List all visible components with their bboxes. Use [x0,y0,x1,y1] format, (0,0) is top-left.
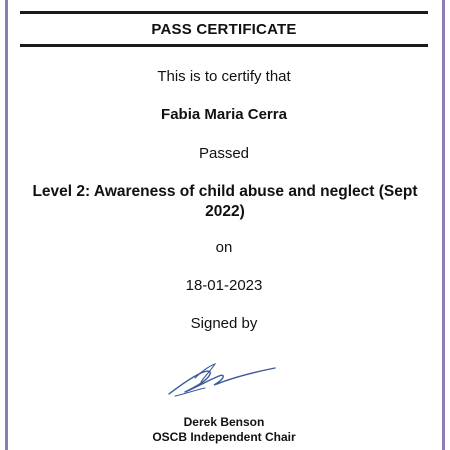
header-rule-bottom [20,44,428,47]
frame-border-right [442,0,445,450]
signed-by-text: Signed by [190,315,258,332]
certificate-title: PASS CERTIFICATE [151,21,297,38]
course-title: Level 2: Awareness of child abuse and neglect (Sept 2022) [32,183,418,220]
signer-role: OSCB Independent Chair [152,430,296,444]
certify-text: This is to certify that [157,68,291,85]
signature-image [165,358,280,400]
on-text: on [215,239,233,256]
status-text: Passed [198,145,250,162]
recipient-name: Fabia Maria Cerra [161,106,287,123]
frame-border-left [5,0,8,450]
completion-date: 18-01-2023 [185,277,263,294]
header-rule-top [20,11,428,14]
signer-name: Derek Benson [183,415,265,429]
